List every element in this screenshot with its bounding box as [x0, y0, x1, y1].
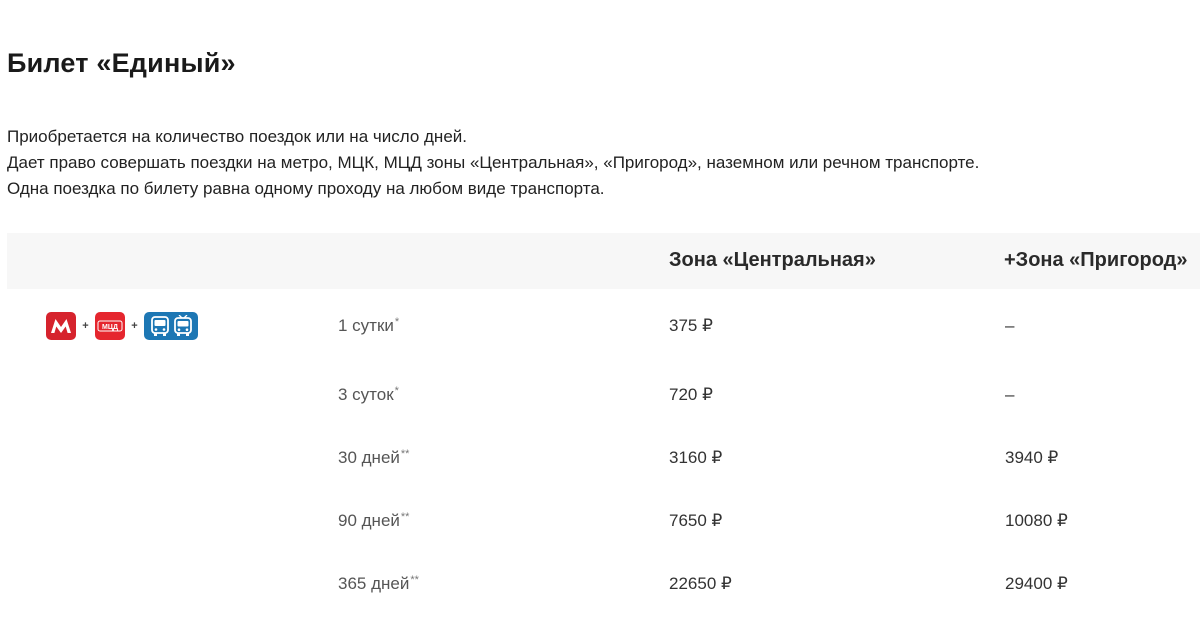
price-central: 22650 ₽	[669, 574, 732, 593]
header-zone-central: Зона «Центральная»	[669, 249, 876, 271]
price-suburb: 3940 ₽	[1005, 448, 1059, 467]
description-line: Приобретается на количество поездок или на число дней.	[7, 127, 467, 146]
mcd-icon	[95, 312, 125, 340]
price-central: 7650 ₽	[669, 511, 723, 530]
price-central: 720 ₽	[669, 385, 713, 404]
duration-cell: 30 дней**	[338, 448, 410, 467]
price-central: 375 ₽	[669, 316, 713, 335]
ground-transport-icon	[144, 312, 198, 340]
price-table-header	[7, 233, 1200, 289]
price-central: 3160 ₽	[669, 448, 723, 467]
transport-icons	[46, 311, 198, 341]
plus-sign: +	[131, 320, 138, 332]
ticket-description	[7, 124, 979, 202]
description-line: Дает право совершать поездки на метро, МЦК, МЦД зоны «Центральная», «Пригород», наземном или речном транспорте.	[7, 153, 980, 172]
price-suburb: 10080 ₽	[1005, 511, 1068, 530]
price-suburb: –	[1005, 385, 1015, 404]
price-suburb: 29400 ₽	[1005, 574, 1068, 593]
trolleybus-icon	[173, 315, 193, 337]
plus-sign: +	[82, 320, 89, 332]
metro-icon	[46, 312, 76, 340]
duration-cell: 90 дней**	[338, 511, 410, 530]
duration-cell: 365 дней**	[338, 574, 419, 593]
price-suburb: –	[1005, 316, 1015, 335]
duration-cell: 1 сутки*	[338, 316, 400, 335]
page-title: Билет «Единый»	[7, 48, 236, 78]
mcd-label: МЦД	[102, 324, 118, 331]
duration-cell: 3 суток*	[338, 385, 399, 404]
bus-icon	[150, 315, 170, 337]
header-zone-suburb: +Зона «Пригород»	[1004, 249, 1188, 271]
description-line: Одна поездка по билету равна одному проходу на любом виде транспорта.	[7, 179, 605, 198]
